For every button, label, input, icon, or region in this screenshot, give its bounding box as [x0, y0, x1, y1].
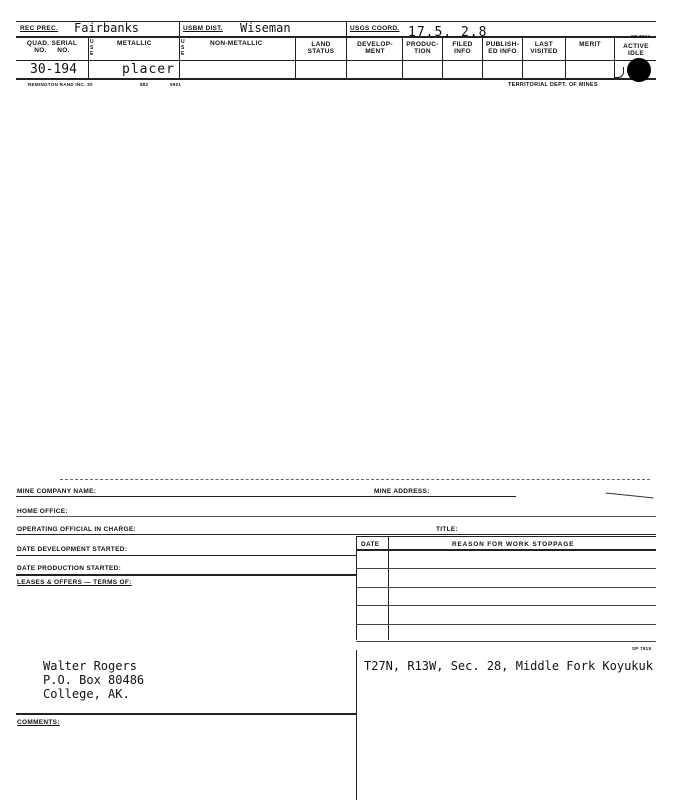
form-number-top: SP 7914: [631, 34, 651, 39]
filed-info-header: FILED INFO: [452, 41, 473, 55]
use-metallic-header: U S E: [90, 39, 94, 57]
printer-line: REMINGTON RAND INC. 30: [28, 82, 93, 87]
development-header: DEVELOP- MENT: [357, 41, 393, 55]
card-edge: [60, 479, 650, 480]
mine-address-label: MINE ADDRESS:: [374, 488, 430, 495]
leases-offers-label: LEASES & OFFERS — TERMS OF:: [17, 579, 132, 586]
use-nonmetallic-header: U S E: [181, 39, 185, 57]
rec-prec-label: REC PREC.: [20, 25, 59, 32]
mine-company-label: MINE COMPANY NAME:: [17, 488, 97, 495]
last-visited-header: LAST VISITED: [530, 41, 558, 55]
comments-label: COMMENTS:: [17, 719, 60, 726]
metallic-value: placer: [122, 62, 175, 77]
printer-code-1: 882: [140, 82, 149, 87]
date-production-label: DATE PRODUCTION STARTED:: [17, 565, 122, 572]
territorial-dept: TERRITORIAL DEPT. OF MINES: [508, 82, 598, 88]
operating-official-label: OPERATING OFFICIAL IN CHARGE:: [17, 526, 136, 533]
date-column-header: DATE: [361, 541, 380, 548]
quad-serial-header: QUAD. SERIAL NO. NO.: [26, 40, 78, 54]
active-idle-punch-mark: [627, 58, 651, 82]
published-info-header: PUBLISH- ED INFO: [485, 41, 520, 55]
rec-prec-value: Fairbanks: [74, 21, 140, 35]
merit-header: MERIT: [579, 41, 601, 48]
scribble-mark: [606, 485, 655, 499]
quad-serial-value: 30-194: [30, 62, 77, 77]
land-status-header: LAND STATUS: [307, 41, 335, 55]
usgs-coord-label: USGS COORD.: [350, 25, 400, 32]
home-office-label: HOME OFFICE:: [17, 508, 68, 515]
production-header: PRODUC- TION: [406, 41, 439, 55]
usbm-dist-value: Wiseman: [240, 21, 291, 35]
usbm-dist-label: USBM DIST.: [183, 25, 223, 32]
owner-address: P.O. Box 80486: [43, 673, 145, 687]
reason-work-stoppage-header: REASON FOR WORK STOPPAGE: [452, 541, 575, 548]
active-idle-header: ACTIVE IDLE: [623, 43, 649, 57]
idle-check-mark: [615, 67, 624, 78]
date-development-label: DATE DEVELOPMENT STARTED:: [17, 546, 128, 553]
non-metallic-header: NON-METALLIC: [210, 40, 263, 47]
owner-city: College, AK.: [43, 687, 130, 701]
printer-code-2: 5901: [170, 82, 182, 87]
location-description: T27N, R13W, Sec. 28, Middle Fork Koyukuk: [364, 659, 653, 673]
metallic-header: METALLIC: [117, 40, 152, 47]
form-number-bottom: SP 7915: [632, 646, 652, 651]
title-label: TITLE:: [436, 526, 459, 533]
usgs-coord-value: 17.5, 2.8: [408, 25, 488, 40]
owner-name: Walter Rogers: [43, 659, 137, 673]
